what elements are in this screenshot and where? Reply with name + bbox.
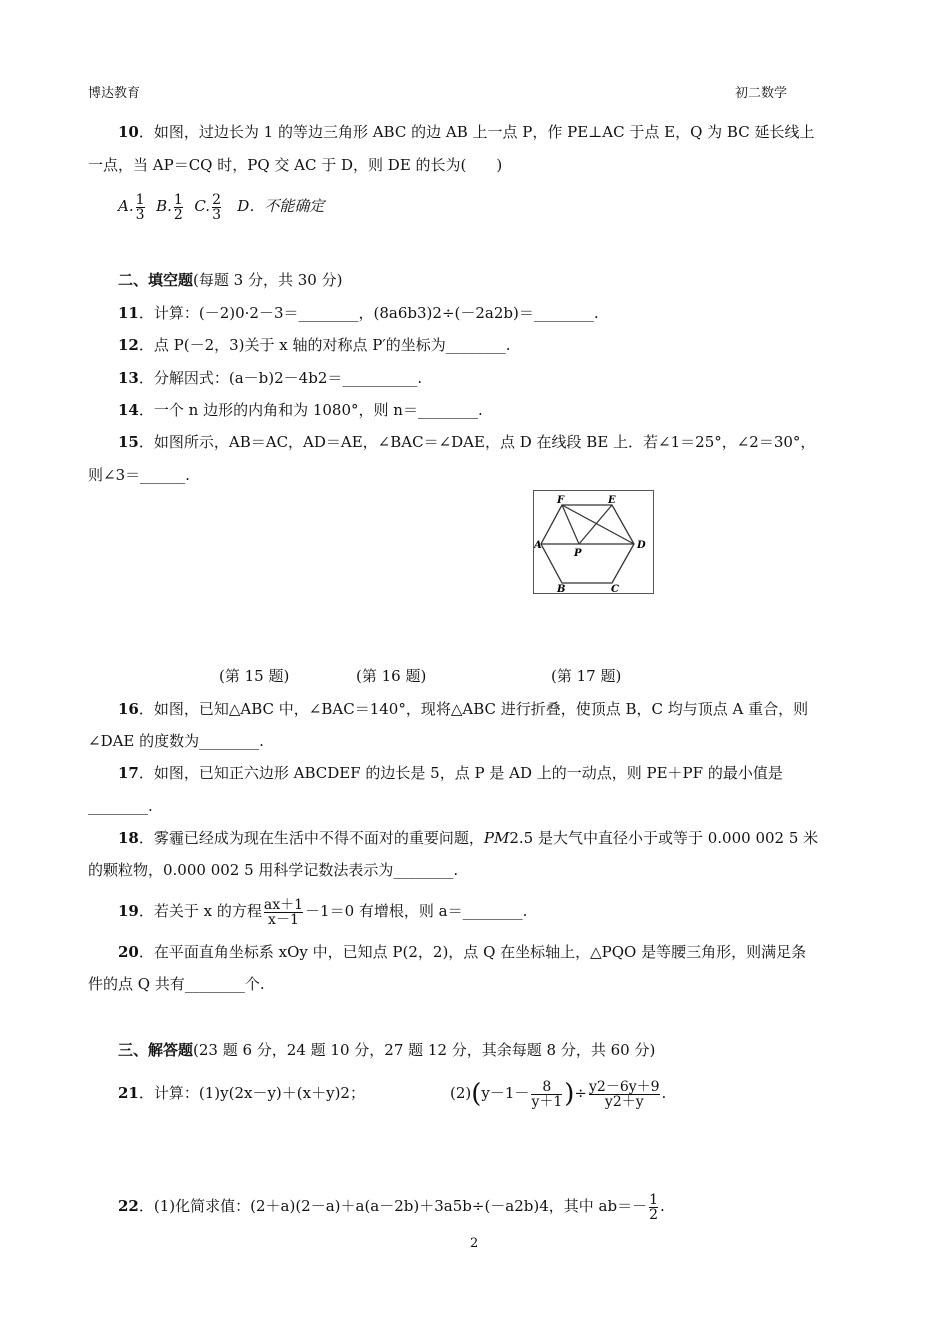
q21-p2-expr: y－1－: [481, 1084, 530, 1102]
caption-15: (第 15 题): [219, 667, 290, 685]
q22: 22．(1)化简求值：(2＋a)(2－a)＋a(a－2b)＋3a5b÷(－a2b)4，其中 ab＝－ $\frac{1}{2}$ .: [118, 1191, 665, 1223]
q13-text: ．分解因式：(a－b)2－4b2＝__________.: [138, 369, 423, 387]
q16-line2: ∠DAE 的度数为________.: [88, 732, 264, 750]
section3-heading: [118, 1040, 655, 1060]
label-e: E: [608, 495, 616, 506]
hexagon-figure: [533, 490, 654, 594]
q11: [118, 303, 599, 323]
q22-number: 22: [118, 1197, 139, 1215]
q15-line1: [118, 432, 815, 452]
q10-text1: ．如图，过边长为 1 的等边三角形 ABC 的边 AB 上一点 P，作 PE⊥AC 于点 E，Q 为 BC 延长线上: [138, 123, 815, 141]
header-left: 博达教育: [88, 86, 141, 101]
q17-line2: ________.: [88, 797, 153, 815]
q18-number: 18: [118, 829, 139, 847]
q22-fraction: $\frac{1}{2}$: [649, 1191, 659, 1223]
section2-title: 二、填空题: [118, 271, 194, 289]
q18-pm: PM: [483, 829, 510, 847]
label-f: F: [557, 495, 565, 506]
q10-number: 10: [118, 123, 139, 141]
label-c: C: [611, 584, 619, 593]
caption-17: (第 17 题): [551, 667, 622, 685]
caption-16: (第 16 题): [356, 667, 427, 685]
q11-number: 11: [118, 304, 139, 322]
q18-line1: [118, 828, 818, 848]
q10-line1: [118, 122, 814, 142]
q21-number: 21: [118, 1084, 139, 1102]
q22-text: ．(1)化简求值：(2＋a)(2－a)＋a(a－2b)＋3a5b÷(－a2b)4，其中 ab＝－: [138, 1197, 648, 1215]
q13: [118, 368, 422, 388]
option-b-label: B.: [156, 197, 172, 215]
q18-text1a: ．雾霾已经成为现在生活中不得不面对的重要问题，: [138, 829, 484, 847]
q20-text1: ．在平面直角坐标系 xOy 中，已知点 P(2，2)，点 Q 在坐标轴上，△PQO 是等腰三角形，则满足条: [138, 943, 807, 961]
q18-line2: 的颗粒物，0.000 002 5 用科学记数法表示为________.: [88, 861, 459, 879]
label-p: P: [574, 548, 582, 559]
q16-line1: [118, 699, 808, 719]
section3-note: (23 题 6 分，24 题 10 分，27 题 12 分，其余每题 8 分，共 60 分): [193, 1041, 656, 1059]
section2-heading: [118, 270, 342, 290]
segment-pf: [562, 505, 579, 544]
q14-number: 14: [118, 401, 139, 419]
q12-number: 12: [118, 336, 139, 354]
q21-part1: [118, 1083, 365, 1103]
q21-part2: (2)(y－1－ $\frac{8}{y+1}$ )÷ $\frac{y2-6y+9}{y2+y}$ .: [450, 1078, 667, 1110]
q21-text1: ．计算：(1)y(2x－y)＋(x＋y)2；: [138, 1084, 365, 1102]
q12: [118, 335, 511, 355]
q17-number: 17: [118, 764, 139, 782]
q19-number: 19: [118, 902, 139, 920]
q14: [118, 400, 483, 420]
q10-options: [118, 188, 324, 224]
q16-number: 16: [118, 700, 139, 718]
q16-text1: ．如图，已知△ABC 中，∠BAC＝140°，现将△ABC 进行折叠，使顶点 B，C 均与顶点 A 重合，则: [138, 700, 809, 718]
q20-number: 20: [118, 943, 139, 961]
option-c-label: C.: [194, 197, 211, 215]
q20-line2: 件的点 Q 共有________个.: [88, 975, 265, 993]
q21-p2-fraction2: $\frac{y2-6y+9}{y2+y}$: [589, 1078, 660, 1110]
q15-number: 15: [118, 433, 139, 451]
q10-line2: 一点，当 AP＝CQ 时，PQ 交 AC 于 D，则 DE 的长为( ): [88, 156, 503, 174]
q15-text1: ．如图所示，AB＝AC，AD＝AE，∠BAC＝∠DAE，点 D 在线段 BE 上．若∠1＝25°，∠2＝30°，: [138, 433, 816, 451]
q17-text1: ．如图，已知正六边形 ABCDEF 的边长是 5，点 P 是 AD 上的一动点，则 PE＋PF 的最小值是: [138, 764, 783, 782]
q11-text: ．计算：(－2)0·2－3＝________，(8a6b3)2÷(－2a2b)＝________.: [138, 304, 599, 322]
label-b: B: [557, 584, 566, 593]
q13-number: 13: [118, 369, 139, 387]
section2-note: (每题 3 分，共 30 分): [193, 271, 343, 289]
segment-pe: [579, 505, 612, 544]
option-c-fraction: $\frac{2}{3}$: [212, 191, 221, 223]
section3-title: 三、解答题: [118, 1041, 194, 1059]
page-number: 2: [470, 1236, 479, 1251]
q19-fraction: $\frac{ax+1}{x-1}$: [263, 896, 304, 928]
q18-text1c: 2.5 是大气中直径小于或等于 0.000 002 5 米: [509, 829, 819, 847]
q19: [118, 893, 527, 929]
q20-line1: [118, 942, 806, 962]
q19-pre: ．若关于 x 的方程: [138, 902, 262, 920]
option-b-fraction: $\frac{1}{2}$: [173, 191, 183, 223]
q17-line1: [118, 763, 783, 783]
q19-post: －1＝0 有增根，则 a＝________.: [305, 902, 528, 920]
hexagon-diagram: [534, 491, 653, 593]
option-a-fraction: $\frac{1}{3}$: [135, 191, 145, 223]
q12-text: ．点 P(－2，3)关于 x 轴的对称点 P′的坐标为________.: [138, 336, 511, 354]
q14-text: ．一个 n 边形的内角和为 1080°，则 n＝________.: [138, 401, 483, 419]
q21-p2-fraction1: $\frac{8}{y+1}$: [531, 1078, 563, 1110]
label-a: A: [534, 540, 542, 551]
option-d: D．不能确定: [237, 197, 325, 215]
q15-line2: 则∠3＝______.: [88, 466, 190, 484]
option-a-label: A.: [118, 197, 134, 215]
header-right: 初二数学: [735, 86, 788, 101]
q21-p2-label: (2): [450, 1084, 472, 1102]
label-d: D: [637, 540, 646, 551]
